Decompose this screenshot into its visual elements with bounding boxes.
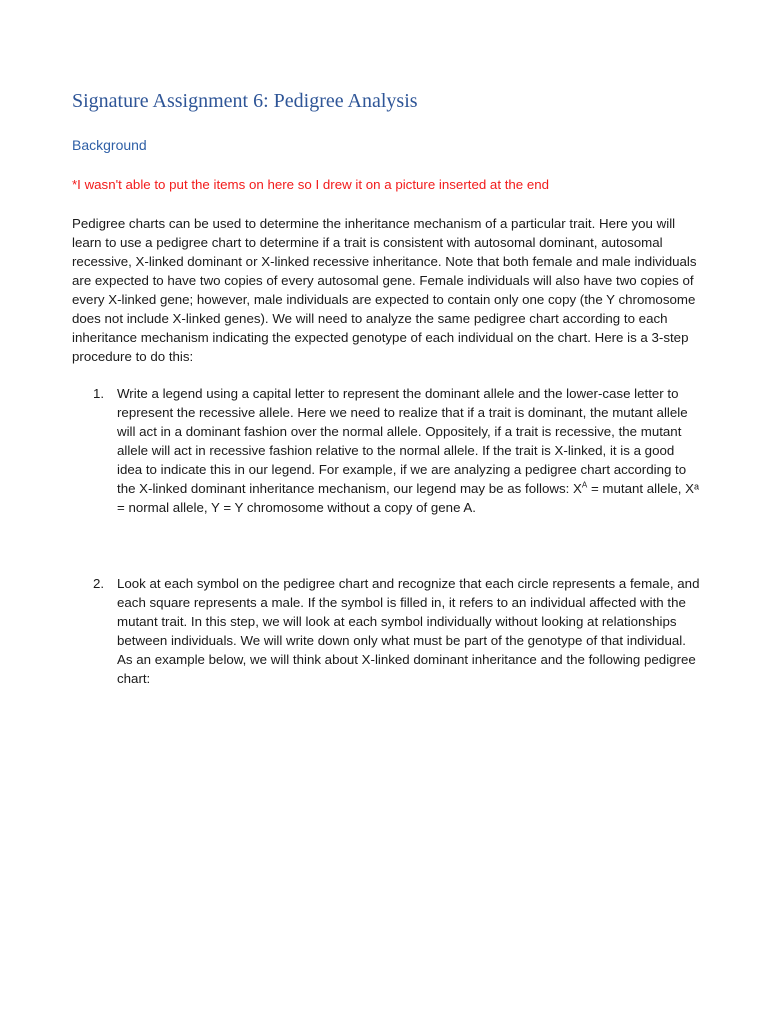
step-text-part: = mutant allele, Xᵃ = normal allele, Y = Y chromosome without a copy of gene A. [117,481,700,515]
step-text-part: Write a legend using a capital letter to represent the dominant allele and the lower-case letter to represent the recessive allele. Here we need to realize that if a trait is dominant, the mutant allele will act in a dominant fashion over the normal allele. Oppositely, if a trait is recessive, the mutant allele will act in recessive fashion relative to the normal allele. If the trait is X-linked, it is a good idea to indicate this in our legend. For example, if we are analyzing a pedigree chart according to the X-linked dominant inheritance mechanism, our legend may be as follows: X [117,386,688,496]
step-text: Look at each symbol on the pedigree chart and recognize that each circle represents a female, and each square represents a male. If the symbol is filled in, it refers to an individual affected with the mutant trait. In this step, we will look at each symbol individually without looking at relationships between individuals. We will write down only what must be part of the genotype of that individual. As an example below, we will think about X-linked dominant inheritance and the following pedigree chart: [117,576,700,686]
list-number: 2. [93,576,105,591]
intro-paragraph: Pedigree charts can be used to determine the inheritance mechanism of a particular trait. Here you will learn to use a pedigree chart to determine if a trait is consistent with autosomal dominant, autosomal recessive, X-linked dominant or X-linked recessive inheritance. Note that both female and male individuals are expected to have two copies of every autosomal gene. Female individuals will also have two copies of every X-linked gene; however, male individuals are expected to contain only one copy (the Y chromosome does not include X-linked genes). We will need to analyze the same pedigree chart according to each inheritance mechanism indicating the expected genotype of each individual on the chart. Here is a 3-step procedure to do this: [72,216,697,364]
list-item-step-1 [72,384,702,517]
step-text [117,386,699,515]
superscript-allele: A [581,480,588,490]
section-heading: Background [72,137,147,153]
list-number: 1. [93,386,105,401]
document-title: Signature Assignment 6: Pedigree Analysis [72,90,418,112]
step-list [72,384,702,517]
step-list [72,574,702,688]
red-note: *I wasn't able to put the items on here so I drew it on a picture inserted at the end [72,177,550,192]
list-item-step-2 [72,574,702,688]
